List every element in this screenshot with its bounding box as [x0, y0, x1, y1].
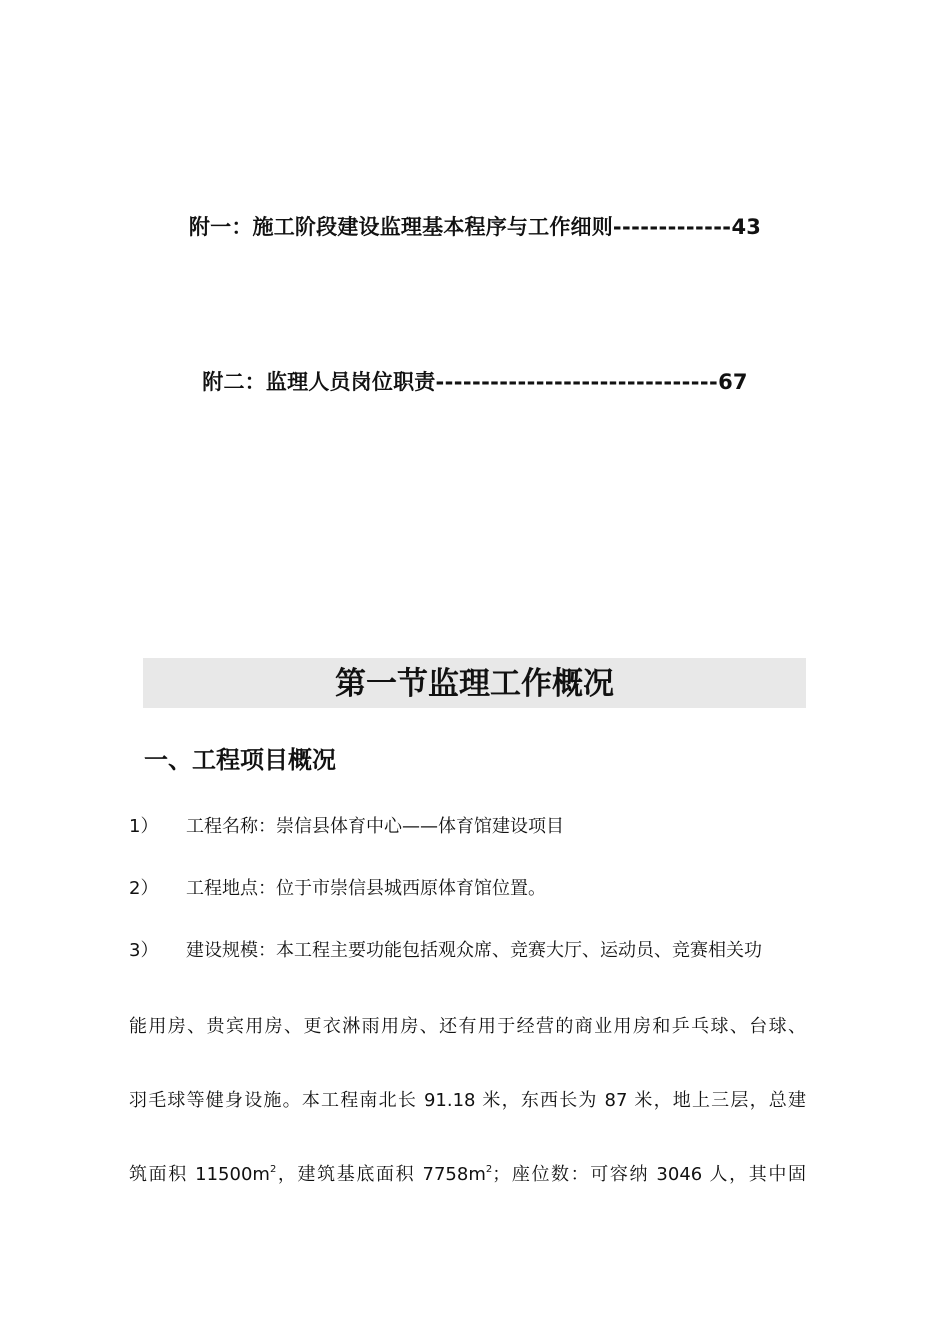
paragraph-text: ，建筑基底面积 7758m: [276, 1164, 486, 1185]
toc-entry-label: 附二：监理人员岗位职责: [202, 370, 436, 394]
list-item: [129, 812, 564, 838]
superscript: 2: [485, 1164, 493, 1175]
paragraph-line: 能用房、贵宾用房、更衣淋雨用房、还有用于经营的商业用房和乒乓球、台球、: [129, 1016, 806, 1037]
toc-leader: -------------------------------: [435, 370, 719, 394]
toc-entry-label: 附一：施工阶段建设监理基本程序与工作细则: [188, 215, 613, 239]
paragraph-text: 筑面积 11500m: [129, 1164, 270, 1185]
toc-entry-appendix-1: [0, 211, 950, 241]
list-item-text: 工程地点：位于市崇信县城西原体育馆位置。: [186, 878, 546, 899]
paragraph-line: 羽毛球等健身设施。本工程南北长 91.18 米，东西长为 87 米，地上三层，总建: [129, 1090, 806, 1111]
list-item-text: 建设规模：本工程主要功能包括观众席、竞赛大厅、运动员、竞赛相关功: [186, 940, 762, 961]
list-item: [129, 874, 546, 900]
paragraph-text: ；座位数：可容纳 3046 人，其中固: [492, 1164, 806, 1185]
superscript: 2: [269, 1164, 277, 1175]
list-item: [129, 936, 762, 962]
list-item-number: 3）: [129, 940, 159, 961]
list-item-text: 工程名称：崇信县体育中心——体育馆建设项目: [186, 816, 564, 837]
toc-leader: -------------: [612, 215, 732, 239]
list-item-number: 1）: [129, 816, 159, 837]
toc-page-number: 67: [718, 370, 748, 394]
list-item-number: 2）: [129, 878, 159, 899]
toc-entry-appendix-2: [0, 366, 950, 396]
paragraph-line: [129, 1160, 806, 1186]
toc-page-number: 43: [731, 215, 762, 239]
subheading: 一、工程项目概况: [144, 746, 336, 774]
section-title: 第一节监理工作概况: [143, 658, 806, 708]
